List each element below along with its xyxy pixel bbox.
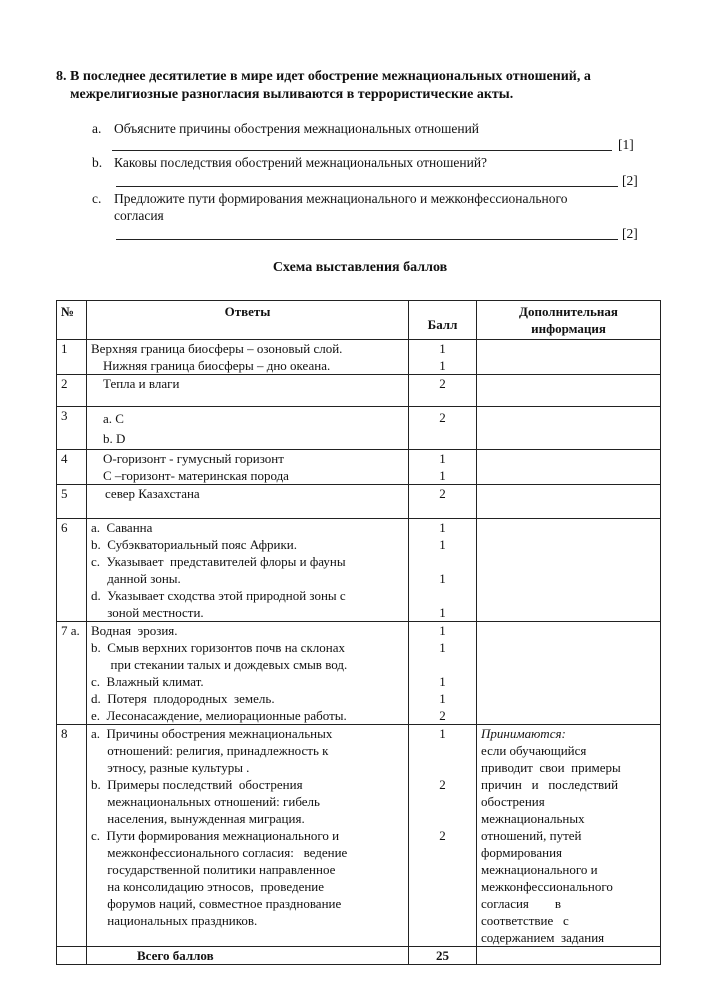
- total-info-cell: [477, 947, 661, 965]
- points-value: 1: [439, 640, 446, 655]
- item-c-text: Предложите пути формирования межнационального и межконфессионального: [114, 191, 568, 206]
- row-answer: [87, 450, 409, 485]
- info-line: межнационального и: [481, 862, 598, 877]
- points-value: [413, 912, 472, 929]
- total-num-cell: [57, 947, 87, 965]
- row-points: [409, 725, 477, 947]
- answer-line: a. Саванна: [91, 520, 153, 535]
- header-answers: Ответы: [87, 301, 409, 340]
- answer-line: c. Влажный климат.: [91, 674, 204, 689]
- row-points: [409, 450, 477, 485]
- table-row: [57, 622, 661, 725]
- info-line: соответствие с: [481, 913, 569, 928]
- answer-line: форумов наций, совместное празднование: [91, 896, 342, 911]
- row-answer: [87, 407, 409, 450]
- points-value: 1: [439, 623, 446, 638]
- row-answer: [87, 622, 409, 725]
- answer-line: b. Примеры последствий обострения: [91, 777, 303, 792]
- item-a-letter: a.: [92, 121, 102, 136]
- points-value: [413, 793, 472, 810]
- header-info-line1: Дополнительная: [519, 304, 618, 319]
- points-value: [413, 742, 472, 759]
- row-num: 2: [57, 375, 87, 407]
- info-line: межконфессионального: [481, 879, 613, 894]
- row-info: [477, 725, 661, 947]
- row-info: [477, 450, 661, 485]
- row-num: 3: [57, 407, 87, 450]
- points-value: 1: [439, 605, 446, 620]
- answer-line: Нижняя граница биосферы – дно океана.: [103, 358, 331, 373]
- row-answer: [87, 375, 409, 407]
- table-row: [57, 407, 661, 450]
- header-info-line2: информация: [531, 321, 606, 336]
- total-label: Всего баллов: [87, 947, 409, 965]
- row-points: [409, 340, 477, 375]
- row-answer: [87, 519, 409, 622]
- row-answer: [87, 725, 409, 947]
- header-points: Балл: [409, 301, 477, 340]
- info-line: обострения: [481, 794, 545, 809]
- points-value: [413, 759, 472, 776]
- item-b-text: Каковы последствия обострений межнациональных отношений?: [114, 155, 488, 170]
- answer-line: национальных праздников.: [91, 913, 258, 928]
- row-info: [477, 485, 661, 519]
- row-info: [477, 622, 661, 725]
- row-points: [409, 622, 477, 725]
- row-info: [477, 407, 661, 450]
- item-c-mark: [2]: [622, 226, 638, 241]
- points-value: 1: [439, 691, 446, 706]
- points-value: [413, 878, 472, 895]
- row-points: [409, 485, 477, 519]
- item-c-text2: согласия: [114, 208, 164, 223]
- answer-line: север Казахстана: [105, 486, 200, 501]
- points-value: 1: [439, 358, 446, 373]
- row-answer: [87, 340, 409, 375]
- table-row: [57, 375, 661, 407]
- points-value: 1: [439, 674, 446, 689]
- row-points: [409, 519, 477, 622]
- question-title-line2: межрелигиозные разногласия выливаются в террористические акты.: [70, 87, 514, 102]
- info-line: формирования: [481, 845, 563, 860]
- row-num: 5: [57, 485, 87, 519]
- points-value: 1: [439, 726, 446, 741]
- info-line: Принимаются:: [481, 726, 566, 741]
- answer-line: Водная эрозия.: [91, 623, 178, 638]
- row-num: 4: [57, 450, 87, 485]
- answer-line: e. Лесонасаждение, мелиорационные работы.: [91, 708, 347, 723]
- answer-line: данной зоны.: [91, 571, 181, 586]
- points-value: 1: [439, 341, 446, 356]
- points-value: [413, 656, 472, 673]
- answer-line: зоной местности.: [91, 605, 204, 620]
- header-num: №: [57, 301, 87, 340]
- points-value: 2: [439, 410, 446, 425]
- points-value: 1: [439, 468, 446, 483]
- points-value: 1: [439, 537, 446, 552]
- row-num: 6: [57, 519, 87, 622]
- points-value: [413, 553, 472, 570]
- answer-line: на консолидацию этносов, проведение: [91, 879, 325, 894]
- item-c-letter: c.: [92, 191, 102, 206]
- table-row: [57, 485, 661, 519]
- answer-line: a. C: [103, 411, 124, 426]
- answer-line-b: [116, 186, 618, 187]
- row-info: [477, 375, 661, 407]
- item-a-mark: [1]: [618, 137, 634, 152]
- points-value: 2: [439, 376, 446, 391]
- total-value: 25: [409, 947, 477, 965]
- answer-line: межконфессионального согласия: ведение: [91, 845, 348, 860]
- table-header-row: [57, 301, 661, 340]
- points-value: 1: [439, 520, 446, 535]
- answer-line: населения, вынужденная миграция.: [91, 811, 305, 826]
- info-line: согласия в: [481, 896, 562, 911]
- answer-line-a: [112, 150, 612, 151]
- points-value: [413, 587, 472, 604]
- scoring-table: [56, 300, 661, 965]
- question-title-line1: 8. В последнее десятилетие в мире идет обострение межнациональных отношений, а: [56, 69, 591, 84]
- answer-line-c: [116, 239, 618, 240]
- answer-line: d. Потеря плодородных земель.: [91, 691, 275, 706]
- row-points: [409, 375, 477, 407]
- item-b-letter: b.: [92, 155, 103, 170]
- info-line: если обучающийся: [481, 743, 587, 758]
- answer-line: межнациональных отношений: гибель: [91, 794, 320, 809]
- answer-line: отношений: религия, принадлежность к: [91, 743, 329, 758]
- info-line: содержанием задания: [481, 930, 605, 945]
- table-row: [57, 340, 661, 375]
- answer-line: С –горизонт- материнская порода: [103, 468, 289, 483]
- row-info: [477, 519, 661, 622]
- points-value: 2: [439, 486, 446, 501]
- answer-line: Верхняя граница биосферы – озоновый слой.: [91, 341, 343, 356]
- table-row: [57, 519, 661, 622]
- table-row: [57, 450, 661, 485]
- answer-line: государственной политики направленное: [91, 862, 336, 877]
- answer-line: d. Указывает сходства этой природной зоны с: [91, 588, 346, 603]
- answer-line: при стекании талых и дождевых смыв вод.: [91, 657, 348, 672]
- answer-line: b. Смыв верхних горизонтов почв на склонах: [91, 640, 345, 655]
- points-value: 2: [439, 708, 446, 723]
- info-line: причин и последствий: [481, 777, 619, 792]
- row-answer: [87, 485, 409, 519]
- scheme-title: Схема выставления баллов: [272, 260, 448, 275]
- points-value: 1: [439, 451, 446, 466]
- info-line: отношений, путей: [481, 828, 582, 843]
- item-b-mark: [2]: [622, 173, 638, 188]
- points-value: [413, 844, 472, 861]
- answer-line: О-горизонт - гумусный горизонт: [103, 451, 284, 466]
- row-points: [409, 407, 477, 450]
- row-info: [477, 340, 661, 375]
- row-num: 8: [57, 725, 87, 947]
- points-value: 1: [439, 571, 446, 586]
- answer-line: c. Указывает представителей флоры и фауны: [91, 554, 346, 569]
- points-value: [413, 895, 472, 912]
- table-row: [57, 725, 661, 947]
- points-value: 2: [439, 777, 446, 792]
- answer-line: b. D: [103, 431, 126, 446]
- info-line: приводит свои примеры: [481, 760, 621, 775]
- answer-line: b. Субэкваториальный пояс Африки.: [91, 537, 298, 552]
- answer-line: a. Причины обострения межнациональных: [91, 726, 333, 741]
- row-num: 7 а.: [57, 622, 87, 725]
- answer-line: c. Пути формирования межнационального и: [91, 828, 340, 843]
- header-info: [477, 301, 661, 340]
- answer-line: Тепла и влаги: [103, 376, 180, 391]
- row-num: 1: [57, 340, 87, 375]
- points-value: [413, 810, 472, 827]
- answer-line: этносу, разные культуры .: [91, 760, 250, 775]
- total-row: [57, 947, 661, 965]
- points-value: 2: [439, 828, 446, 843]
- item-a-text: Объясните причины обострения межнациональных отношений: [114, 121, 480, 136]
- points-value: [413, 861, 472, 878]
- info-line: межнациональных: [481, 811, 585, 826]
